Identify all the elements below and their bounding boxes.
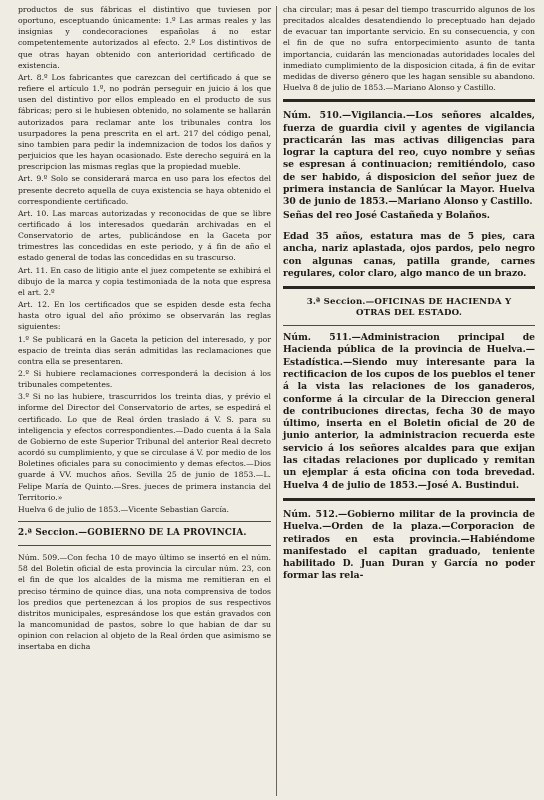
- section2-heading: 2.ª Seccion.—GOBIERNO DE LA PROVINCIA.: [18, 528, 247, 539]
- paragraph-rule3: 3.º Si no las hubiere, trascurridos los treinta dias, y prévio el informe del Director del Conservatorio de artes, se espedirá el certificado. Lo que de Real órden traslado á V. S. para su inteligencia y efectos correspondientes.—Dado cuenta á la Sala de Gobierno de este Superior Tribunal del anterior Real decreto acordó su cumplimiento, y que se circulase á V. por medio de los Boletines oficiales para su conocimiento y demas efectos.—Dios guarde á VV. muchos años. Sevilla 25 de junio de 1853.—L. Felipe María de Quinto.—Sres. jueces de primera instancia del Territorio.»: [18, 392, 271, 502]
- section3-heading-line1: 3.ª Seccion.—OFICINAS DE HACIENDA Y: [306, 297, 512, 308]
- section-divider: [18, 545, 271, 546]
- paragraph-art11: Art. 11. En caso de litigio ante el juez competente se exhibirá el dibujo de la marca y copia testimoniada de la nota que espresa el art. 2.º: [18, 265, 271, 297]
- paragraph-rule2: 2.º Si hubiere reclamaciones corresponderá la decision á los tribunales competentes.: [18, 369, 271, 390]
- section-divider: [283, 99, 535, 102]
- paragraph-art12: Art. 12. En los certificados que se espiden desde esta fecha hasta otro igual del año próximo se observarán las reglas siguientes:: [18, 300, 271, 332]
- paragraph-num510: Núm. 510.—Vigilancia.—Los señores alcaldes, fuerza de guardia civil y agentes de vigilancia practicarán las mas activas diligencias para lograr la captura del reo, cuyo nombre y señas se espresan á continuacion; remitiéndolo, caso de ser habido, á disposicion del señor juez de primera instancia de Sanlúcar la Mayor. Huelva 30 de junio de 1853.—Mariano Alonso y Castillo.: [283, 110, 535, 208]
- paragraph-num509: Núm. 509.—Con fecha 10 de mayo último se insertó en el núm. 58 del Boletin oficial de esta provincia la circular núm. 23, con el fin de que los alcaldes de la misma me remitieran en el preciso término de quince dias, una nota comprensiva de todos los predios que pertenezcan á los propios de sus respectivos distritos municipales, espresándose los que están gravados con la mancomunidad de pastos, sobre lo que habian de dar su opinion con relacion al objeto de la Real órden que asimismo se insertaba en dicha: [18, 553, 271, 652]
- section-divider: [18, 521, 271, 522]
- right-column: [283, 4, 535, 584]
- section-divider: [283, 498, 535, 501]
- section-divider: [283, 286, 535, 289]
- signature-garcia: Huelva 6 de julio de 1853.—Vicente Sebastian García.: [18, 504, 229, 514]
- section3-heading-line2: OTRAS DEL ESTADO.: [355, 308, 463, 319]
- paragraph-continuation: cha circular; mas á pesar del tiempo trascurrido algunos de los precitados alcaldes desatendiendo lo preceptuado han dejado de evacuar tan importante servicio. En su consecuencia, y con el fin de que no sufra entorpecimiento asunto de tanta importancia, cuidarán las mencionadas autoridades locales del inmediato cumplimiento de la disposicion citada, á fin de evitar medidas de diverso género que les hagan sensible su abandono. Huelva 8 de julio de 1853.—Mariano Alonso y Castillo.: [283, 5, 535, 93]
- section-divider: [283, 325, 535, 326]
- paragraph-senas: Edad 35 años, estatura mas de 5 pies, cara ancha, nariz aplastada, ojos pardos, pelo negro con algunas canas, patilla grande, carnes regulares, color claro, algo manco de un brazo.: [283, 230, 535, 279]
- paragraph-rule1: 1.º Se publicará en la Gaceta la peticion del interesado, y por espacio de treinta dias serán admitidas las reclamaciones que contra ella se presentaren.: [18, 334, 271, 366]
- left-column: [18, 4, 271, 653]
- paragraph-num511: Núm. 511.—Administracion principal de Hacienda pública de la provincia de Huelva.—Estadística.—Siendo muy interesante para la rectificacion de los cupos de los pueblos el tener á la vista las relaciones de los ganaderos, conforme á la circular de la Direccion general de contribuciones directas, fecha 30 de mayo último, inserta en el Boletin oficial de 20 de junio anterior, la administracion recuerda este servicio á los señores alcaldes para que exijan las citadas relaciones por duplicado y remitan un ejemplar á esta oficina con toda brevedad. Huelva 4 de julio de 1853.—José A. Bustindui.: [283, 332, 535, 491]
- paragraph-intro: productos de sus fábricas el distintivo que tuviesen por oportuno, esceptuando únicamente: 1.º Las armas reales y las insignias y condecoraciones españolas á no estar competentemente autorizados al efecto. 2.º Los distintivos de que otras hayan obtenido con anterioridad certificado de existencia.: [18, 5, 271, 70]
- paragraph-num512: Núm. 512.—Gobierno militar de la provincia de Huelva.—Orden de la plaza.—Corporacion de retirados en esta provincia.—Habiéndome manifestado el capitan graduado, teniente habilitado D. Juan Duran y García no poder formar las rela-: [283, 508, 535, 582]
- paragraph-art9: Art. 9.º Solo se considerará marca en uso para los efectos del presente decreto aquella de cuya existencia se haya obtenido el correspondiente certificado.: [18, 174, 271, 206]
- senas-title: Señas del reo José Castañeda y Bolaños.: [283, 209, 490, 221]
- paragraph-art10: Art. 10. Las marcas autorizadas y reconocidas de que se libre certificado á los interesados quedarán archivadas en el Conservatorio de artes, publicándose en la Gaceta por trimestres las concedidas en este periodo, y á fin de año el estado general de todas las concedidas en su trascurso.: [18, 208, 271, 263]
- column-divider: [276, 6, 277, 796]
- paragraph-art8: Art. 8.º Los fabricantes que carezcan del certificado á que se refiere el artículo 1.º, no podrán perseguir en juicio á los que usen del distintivo por ellos empleado en el producto de sus fábricas; pero si le hubiesen obtenido, no solamente se hallarán autorizados para reclamar ante los tribunales contra los usurpadores la pena prescrita en el art. 217 del código penal, sino tambien para pedir la indemnizacion de todos los daños y perjuicios que les hayan ocasionado. Este derecho seguirá en la prescripcion las mismas reglas que la propiedad mueble.: [18, 72, 271, 172]
